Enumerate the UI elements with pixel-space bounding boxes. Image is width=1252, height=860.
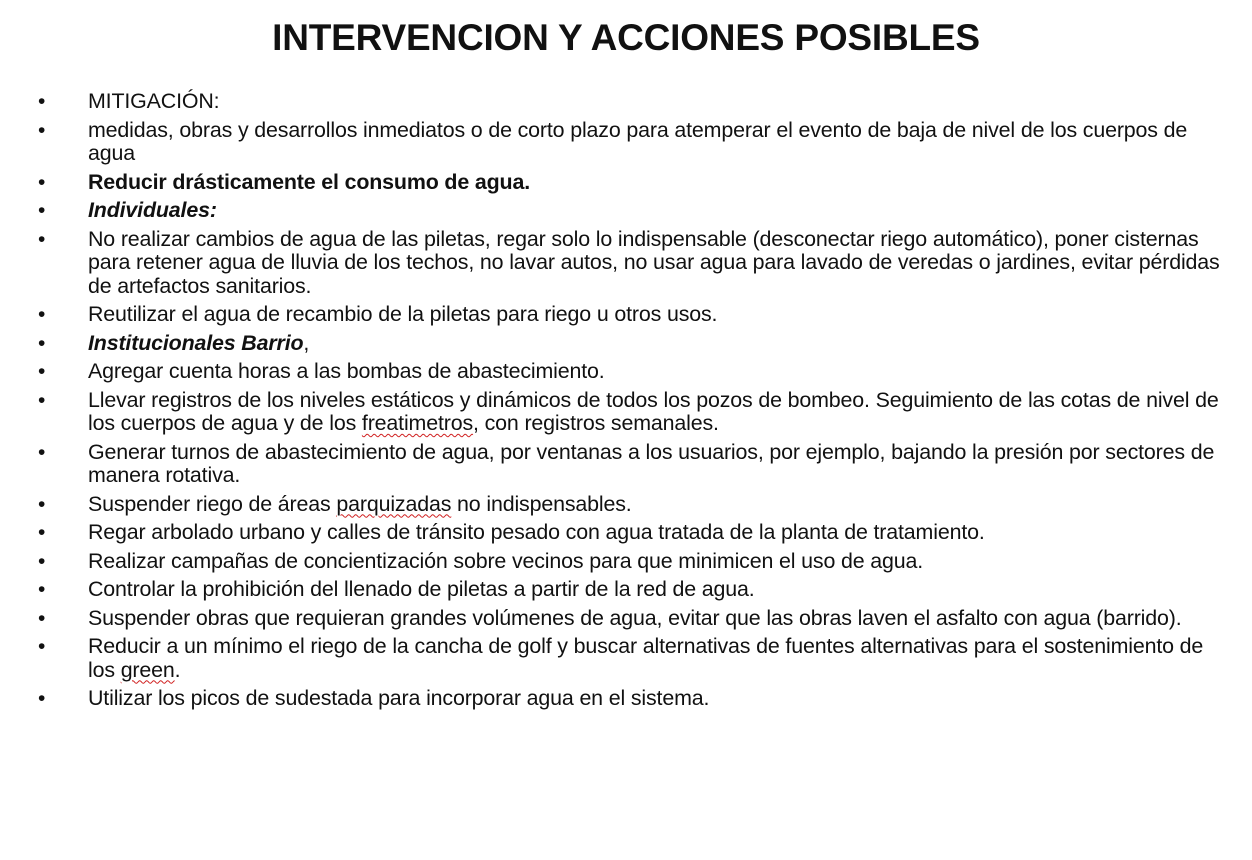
- bullet-item-institucionales: [38, 332, 1228, 356]
- spellcheck-word: parquizadas: [336, 491, 452, 516]
- bullet-item-reducir-consumo: [38, 171, 1228, 195]
- bullet-item-registros: [38, 389, 1228, 436]
- bullet-dot-icon: •: [38, 635, 46, 658]
- bullet-dot-icon: •: [38, 388, 46, 412]
- bullet-item-individuales: [38, 199, 1228, 223]
- bullet-dot-icon: •: [38, 199, 46, 222]
- bullet-dot-icon: •: [38, 492, 46, 516]
- bullet-text-suffix: ,: [303, 330, 310, 355]
- bullet-dot-icon: •: [38, 549, 46, 573]
- bullet-text: Generar turnos de abastecimiento de agua, por ventanas a los usuarios, por ejemplo, bajando la presión por sectores de manera rotativa.: [88, 439, 1215, 487]
- bullet-item-turnos: [38, 441, 1228, 488]
- bullet-text: Individuales:: [88, 198, 217, 222]
- bullet-item-regar-arbolado: [38, 521, 1228, 545]
- bullet-dot-icon: •: [38, 331, 46, 355]
- bullet-dot-icon: •: [38, 90, 46, 113]
- bullet-dot-icon: •: [38, 303, 46, 326]
- bullet-item-no-realizar-cambios: [38, 228, 1228, 299]
- bullet-text-before: Suspender riego de áreas: [88, 491, 337, 516]
- bullet-text: Regar arbolado urbano y calles de tránsito pesado con agua tratada de la planta de tratamiento.: [88, 520, 985, 544]
- bullet-text: Suspender obras que requieran grandes volúmenes de agua, evitar que las obras laven el asfalto con agua (barrido).: [88, 605, 1182, 630]
- bullet-text-after: no indispensables.: [451, 491, 632, 516]
- bullet-item-campanas: [38, 550, 1228, 574]
- bullet-dot-icon: •: [38, 360, 46, 383]
- bullet-dot-icon: •: [38, 578, 46, 601]
- bullet-text: medidas, obras y desarrollos inmediatos o de corto plazo para atemperar el evento de baja de nivel de los cuerpos de agua: [88, 117, 1188, 165]
- bullet-dot-icon: •: [38, 170, 46, 194]
- bullet-item-reutilizar: [38, 303, 1228, 327]
- bullet-dot-icon: •: [38, 440, 46, 464]
- spellcheck-word: green: [120, 657, 175, 682]
- bullet-dot-icon: •: [38, 606, 46, 630]
- bullet-dot-icon: •: [38, 687, 46, 710]
- bullet-text: Institucionales Barrio: [88, 330, 304, 355]
- bullet-text: Reutilizar el agua de recambio de la piletas para riego u otros usos.: [88, 302, 718, 326]
- bullet-item-prohibicion: [38, 578, 1228, 602]
- bullet-text: Reducir drásticamente el consumo de agua.: [88, 169, 530, 194]
- bullet-dot-icon: •: [38, 118, 46, 142]
- bullet-item-medidas: [38, 119, 1228, 166]
- slide-title: INTERVENCION Y ACCIONES POSIBLES: [272, 17, 980, 58]
- bullet-item-golf: [38, 635, 1228, 682]
- bullet-text: No realizar cambios de agua de las piletas, regar solo lo indispensable (desconectar riego automático), poner cisternas para retener agua de lluvia de los techos, no lavar autos, no usar agua para lavado de veredas o jardines, evitar pérdidas de artefactos sanitarios.: [88, 226, 1220, 298]
- bullet-text-after: , con registros semanales.: [473, 411, 719, 435]
- bullet-text-before: Reducir a un mínimo el riego de la cancha de golf y buscar alternativas de fuentes alternativas para el sostenimiento de los: [88, 634, 1204, 682]
- bullet-item-sudestada: [38, 687, 1228, 711]
- bullet-list: [38, 90, 1228, 716]
- bullet-dot-icon: •: [38, 521, 46, 544]
- bullet-text-after: .: [174, 657, 181, 682]
- bullet-item-cuenta-horas: [38, 360, 1228, 384]
- bullet-text: Utilizar los picos de sudestada para incorporar agua en el sistema.: [88, 686, 710, 710]
- bullet-item-suspender-riego: [38, 493, 1228, 517]
- bullet-text-before: Llevar registros de los niveles estáticos y dinámicos de todos los pozos de bombeo. Seguimiento de las cotas de nivel de los cuerpos de agua y de los: [88, 387, 1219, 435]
- bullet-dot-icon: •: [38, 227, 46, 251]
- bullet-text: Realizar campañas de concientización sobre vecinos para que minimicen el uso de agua.: [88, 548, 924, 573]
- bullet-text: MITIGACIÓN:: [88, 89, 220, 113]
- bullet-text: Controlar la prohibición del llenado de piletas a partir de la red de agua.: [88, 577, 755, 601]
- bullet-text: Agregar cuenta horas a las bombas de abastecimiento.: [88, 359, 605, 383]
- bullet-item-mitigacion: [38, 90, 1228, 114]
- bullet-item-suspender-obras: [38, 607, 1228, 631]
- spellcheck-word: freatimetros: [361, 411, 474, 435]
